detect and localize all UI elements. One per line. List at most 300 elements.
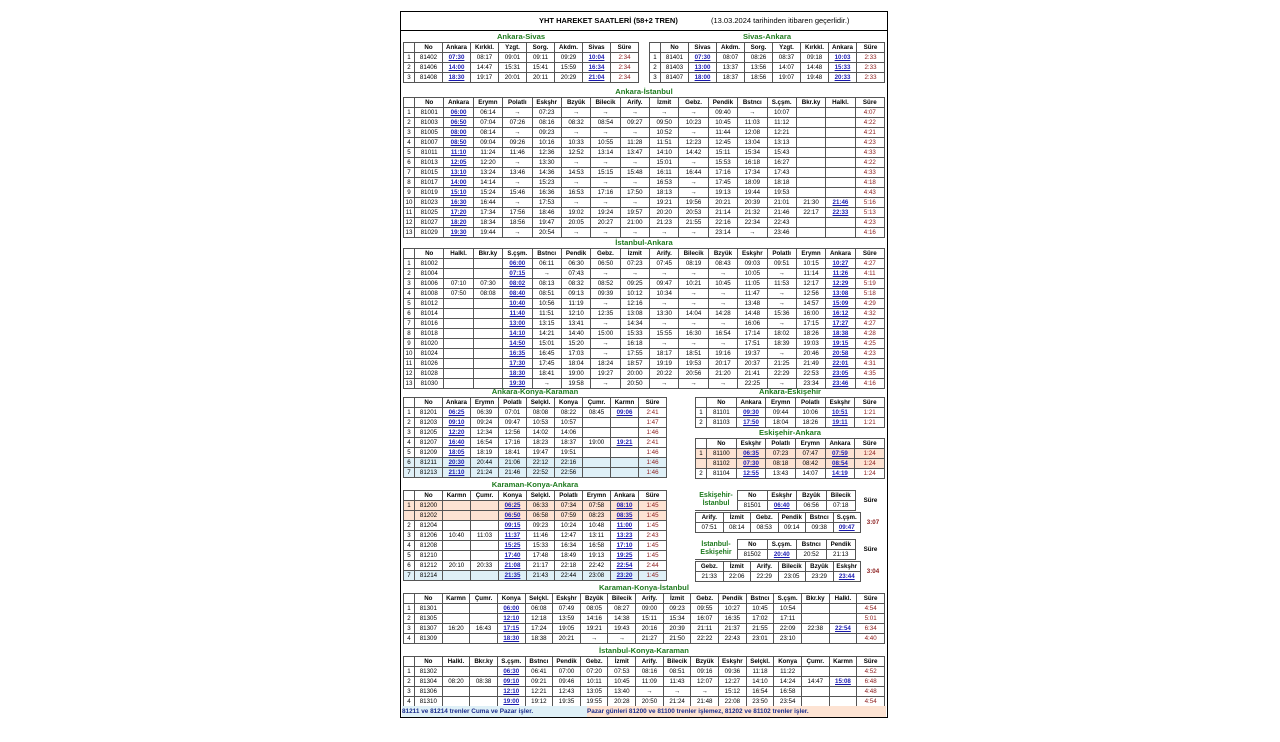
column-header: Halkl.: [442, 657, 470, 667]
time-cell: 16:07: [691, 614, 719, 624]
column-header: Kırkkl.: [471, 43, 499, 53]
duration: 4:23: [855, 218, 884, 228]
section-ankara-konya-karaman: [403, 386, 667, 478]
time-cell: 18:34: [473, 218, 502, 228]
time-cell: →: [532, 379, 561, 389]
time-cell: [471, 551, 499, 561]
time-cell: 23:10: [774, 634, 802, 644]
train-number: 81401: [661, 53, 689, 63]
time-cell: →: [650, 339, 679, 349]
arrival-time: 17:27: [826, 319, 855, 329]
row-index: 1: [404, 408, 415, 418]
time-cell: 07:04: [473, 118, 502, 128]
departure-time: 18:30: [503, 369, 532, 379]
arrival-time: 22:54: [611, 561, 639, 571]
time-cell: 16:35: [719, 614, 747, 624]
ie-arrival-time: 23:44: [833, 572, 861, 582]
time-cell: 13:59: [553, 614, 581, 624]
time-cell: 20:33: [471, 561, 499, 571]
arrival-time: 10:03: [829, 53, 857, 63]
train-number: 81310: [415, 697, 443, 707]
time-cell: →: [679, 319, 708, 329]
time-cell: 16:36: [532, 188, 561, 198]
table-row: [404, 541, 667, 551]
duration: 4:16: [855, 228, 884, 238]
time-cell: [444, 339, 473, 349]
time-cell: 16:34: [555, 541, 583, 551]
row-index: 13: [404, 379, 415, 389]
arrival-time: 10:51: [825, 408, 855, 418]
time-cell: →: [561, 198, 590, 208]
time-cell: [473, 299, 502, 309]
duration: 1:45: [639, 511, 667, 521]
table-row: [650, 73, 885, 83]
row-index: 4: [404, 438, 415, 448]
duration: 4:40: [857, 634, 885, 644]
row-index: 1: [404, 667, 415, 677]
column-header: Bstncı: [525, 657, 553, 667]
time-cell: 14:04: [679, 309, 708, 319]
column-header: Eskşhr: [738, 249, 767, 259]
ei-col2-4: Bstncı: [806, 513, 834, 523]
time-cell: 20:37: [738, 359, 767, 369]
table-row: [404, 53, 639, 63]
table-row: [404, 128, 885, 138]
time-cell: 19:51: [555, 448, 583, 458]
arrival-time: 12:29: [826, 279, 855, 289]
time-cell: [442, 614, 470, 624]
time-cell: 11:53: [767, 279, 796, 289]
table-row: [404, 309, 885, 319]
column-header: No: [415, 594, 443, 604]
departure-time: 07:30: [689, 53, 717, 63]
time-cell: 13:48: [738, 299, 767, 309]
column-header: S.çşm.: [767, 98, 796, 108]
time-cell: 19:57: [620, 208, 649, 218]
time-cell: 11:47: [738, 289, 767, 299]
time-cell: [829, 604, 857, 614]
departure-time: 06:25: [443, 408, 471, 418]
time-cell: [470, 634, 498, 644]
time-cell: 06:50: [591, 259, 620, 269]
time-cell: →: [620, 158, 649, 168]
time-cell: 22:16: [555, 458, 583, 468]
column-header: Selçkl.: [525, 594, 553, 604]
row-index: 4: [404, 289, 415, 299]
time-cell: [470, 687, 498, 697]
time-cell: 07:23: [620, 259, 649, 269]
sheet-header: [401, 12, 887, 31]
time-cell: [444, 259, 473, 269]
time-cell: →: [580, 634, 608, 644]
ie-col2-5: Eskşhr: [833, 562, 861, 572]
time-cell: [443, 571, 471, 581]
time-cell: [801, 697, 829, 707]
time-cell: 16:18: [620, 339, 649, 349]
time-cell: 15:36: [767, 309, 796, 319]
departure-time: 10:40: [503, 299, 532, 309]
time-cell: 14:40: [561, 329, 590, 339]
time-cell: 19:27: [591, 369, 620, 379]
row-index: 12: [404, 369, 415, 379]
time-cell: [471, 571, 499, 581]
departure-time: 13:10: [444, 168, 473, 178]
section-istanbul-konya-karaman: [403, 645, 885, 707]
time-cell: 20:44: [471, 458, 499, 468]
time-cell: [826, 168, 855, 178]
time-cell: 16:53: [561, 188, 590, 198]
column-header: No: [415, 43, 443, 53]
time-cell: 21:30: [796, 198, 825, 208]
departure-time: 14:00: [444, 178, 473, 188]
time-cell: [829, 614, 857, 624]
departure-time: 18:30: [443, 73, 471, 83]
column-header: Erymn: [471, 398, 499, 408]
time-cell: 17:48: [527, 551, 555, 561]
row-index: 7: [404, 468, 415, 478]
departure-time: 21:08: [499, 561, 527, 571]
time-cell: [471, 511, 499, 521]
time-cell: 16:54: [471, 438, 499, 448]
time-cell: →: [591, 178, 620, 188]
duration: 5:01: [857, 614, 885, 624]
time-cell: 21:46: [499, 468, 527, 478]
time-cell: 07:47: [795, 449, 825, 459]
column-header: Pendik: [719, 594, 747, 604]
departure-time: 07:30: [736, 459, 766, 469]
train-number: 81026: [415, 359, 444, 369]
time-cell: 14:07: [773, 63, 801, 73]
time-cell: 06:11: [532, 259, 561, 269]
ie-time: 20:52: [797, 550, 827, 560]
duration: 2:44: [639, 561, 667, 571]
train-number: 81002: [415, 259, 444, 269]
time-cell: →: [679, 289, 708, 299]
arrival-time: 17:10: [611, 541, 639, 551]
time-cell: 16:00: [796, 309, 825, 319]
column-header: Süre: [639, 398, 667, 408]
time-cell: 15:53: [708, 158, 737, 168]
arrival-time: 15:33: [829, 63, 857, 73]
time-cell: →: [503, 158, 532, 168]
time-cell: 07:59: [555, 511, 583, 521]
row-index: 3: [650, 73, 661, 83]
time-cell: 15:33: [527, 541, 555, 551]
time-cell: [444, 269, 473, 279]
time-cell: 12:16: [620, 299, 649, 309]
time-cell: 08:51: [532, 289, 561, 299]
row-index: 2: [404, 418, 415, 428]
time-cell: 09:16: [691, 667, 719, 677]
time-cell: 12:21: [525, 687, 553, 697]
time-cell: 13:46: [503, 168, 532, 178]
time-cell: 19:24: [591, 208, 620, 218]
timetable-sheet: [400, 11, 888, 718]
time-cell: 17:02: [746, 614, 774, 624]
table-row: [696, 469, 885, 479]
arrival-time: 16:12: [826, 309, 855, 319]
column-header: Karmn: [443, 491, 471, 501]
time-cell: 08:45: [583, 408, 611, 418]
time-cell: 17:55: [620, 349, 649, 359]
time-cell: [583, 468, 611, 478]
arrival-time: 21:46: [826, 198, 855, 208]
departure-time: 08:02: [503, 279, 532, 289]
time-cell: →: [708, 379, 737, 389]
row-index: 4: [404, 138, 415, 148]
ie-train-no: 81502: [738, 550, 768, 560]
train-number: 81015: [415, 168, 444, 178]
time-cell: 07:53: [608, 667, 636, 677]
train-number: 81103: [707, 418, 737, 428]
time-cell: 08:14: [473, 128, 502, 138]
column-header: [404, 249, 415, 259]
time-cell: 20:21: [708, 198, 737, 208]
time-cell: [473, 269, 502, 279]
time-cell: →: [708, 289, 737, 299]
arrival-time: 19:21: [611, 438, 639, 448]
arrival-time: 18:38: [826, 329, 855, 339]
column-header: İzmit: [663, 594, 691, 604]
time-cell: 14:34: [620, 319, 649, 329]
column-header: Bkr.ky: [801, 594, 829, 604]
time-cell: 23:34: [796, 379, 825, 389]
arrival-time: 08:35: [611, 511, 639, 521]
time-cell: [443, 541, 471, 551]
time-cell: →: [679, 128, 708, 138]
train-number: 81006: [415, 279, 444, 289]
section-title: Ankara-Sivas: [496, 32, 546, 41]
time-cell: 16:44: [679, 168, 708, 178]
row-index: 1: [404, 53, 415, 63]
column-header: Polatlı: [499, 398, 527, 408]
column-header: No: [415, 398, 443, 408]
column-header: İzmit: [620, 249, 649, 259]
time-cell: →: [767, 379, 796, 389]
column-header: Çumr.: [471, 491, 499, 501]
time-cell: 10:27: [719, 604, 747, 614]
column-header: Gebz.: [691, 594, 719, 604]
departure-time: 14:10: [503, 329, 532, 339]
column-header: Konya: [774, 657, 802, 667]
time-cell: →: [691, 687, 719, 697]
time-cell: →: [561, 178, 590, 188]
time-cell: 18:51: [679, 349, 708, 359]
time-cell: 12:34: [471, 428, 499, 438]
row-index: 1: [696, 449, 707, 459]
column-header: No: [415, 249, 444, 259]
time-cell: 10:48: [583, 521, 611, 531]
timetable: [403, 656, 885, 707]
time-cell: [801, 634, 829, 644]
time-cell: 18:04: [561, 359, 590, 369]
time-cell: 21:14: [708, 208, 737, 218]
column-header: Erymn: [583, 491, 611, 501]
time-cell: 18:39: [767, 339, 796, 349]
column-header: Arify.: [650, 249, 679, 259]
time-cell: 23:01: [746, 634, 774, 644]
time-cell: 14:47: [471, 63, 499, 73]
column-header: [404, 43, 415, 53]
time-cell: 15:24: [473, 188, 502, 198]
time-cell: 14:48: [801, 63, 829, 73]
duration: 2:34: [611, 73, 639, 83]
time-cell: 12:21: [767, 128, 796, 138]
train-number: 81017: [415, 178, 444, 188]
time-cell: [611, 428, 639, 438]
time-cell: 19:00: [583, 438, 611, 448]
arrival-time: 07:59: [825, 449, 855, 459]
header-row: [404, 398, 667, 408]
time-cell: 19:03: [796, 339, 825, 349]
column-header: Eskşhr: [532, 98, 561, 108]
time-cell: [442, 697, 470, 707]
duration: 4:18: [855, 178, 884, 188]
time-cell: [796, 148, 825, 158]
table-row: [404, 634, 885, 644]
row-index: [696, 459, 707, 469]
time-cell: 20:27: [591, 218, 620, 228]
time-cell: →: [620, 128, 649, 138]
train-number: 81005: [415, 128, 444, 138]
time-cell: 10:54: [774, 604, 802, 614]
departure-time: 07:15: [503, 269, 532, 279]
time-cell: →: [620, 108, 649, 118]
departure-time: 12:20: [443, 428, 471, 438]
time-cell: 21:20: [708, 369, 737, 379]
time-cell: 18:49: [555, 551, 583, 561]
duration: 4:27: [855, 259, 884, 269]
ie-time: 23:05: [778, 572, 806, 582]
ie-time: 23:29: [806, 572, 834, 582]
time-cell: 20:05: [561, 218, 590, 228]
section-title: İstanbul-Konya-Karaman: [599, 646, 689, 655]
time-cell: 19:48: [801, 73, 829, 83]
departure-time: 11:40: [503, 309, 532, 319]
arrival-time: 19:11: [825, 418, 855, 428]
time-cell: →: [679, 108, 708, 118]
column-header: No: [415, 491, 443, 501]
time-cell: →: [503, 198, 532, 208]
duration: 1:46: [639, 468, 667, 478]
time-cell: →: [591, 269, 620, 279]
table-row: [404, 63, 639, 73]
header-row: [404, 657, 885, 667]
ie-departure-time: 20:40: [767, 550, 797, 560]
column-header: Çumr.: [801, 657, 829, 667]
duration: 1:46: [639, 458, 667, 468]
duration: 4:54: [857, 604, 885, 614]
time-cell: 22:08: [719, 697, 747, 707]
time-cell: 20:01: [499, 73, 527, 83]
duration: 2:41: [639, 408, 667, 418]
time-cell: 09:13: [561, 289, 590, 299]
time-cell: 16:20: [442, 624, 470, 634]
row-index: 2: [404, 677, 415, 687]
time-cell: 08:16: [636, 667, 664, 677]
row-index: 10: [404, 349, 415, 359]
time-cell: →: [591, 349, 620, 359]
column-header: Eskşhr: [553, 594, 581, 604]
time-cell: 21:27: [636, 634, 664, 644]
departure-time: 09:15: [499, 521, 527, 531]
duration: 4:16: [855, 379, 884, 389]
train-number: 81011: [415, 148, 444, 158]
time-cell: 08:42: [795, 459, 825, 469]
time-cell: 19:12: [525, 697, 553, 707]
train-number: 81211: [415, 458, 443, 468]
header-row: [404, 98, 885, 108]
time-cell: 10:23: [679, 118, 708, 128]
train-number: 81205: [415, 428, 443, 438]
section-eskisehir-istanbul: [695, 490, 885, 533]
table-row: [696, 449, 885, 459]
train-number: 81305: [415, 614, 443, 624]
table-row: [404, 188, 885, 198]
column-header: Selçkl.: [527, 398, 555, 408]
time-cell: [473, 319, 502, 329]
ie-col-0: No: [738, 540, 768, 550]
table-row: [404, 289, 885, 299]
column-header: Erymn: [795, 439, 825, 449]
column-header: Polatlı: [766, 439, 796, 449]
departure-time: 19:30: [503, 379, 532, 389]
time-cell: →: [503, 128, 532, 138]
header-row: [404, 249, 885, 259]
departure-time: 06:50: [444, 118, 473, 128]
ei-time: 07:18: [826, 501, 856, 511]
column-header: Ankara: [829, 43, 857, 53]
time-cell: 09:36: [719, 667, 747, 677]
duration: 1:46: [639, 428, 667, 438]
train-number: 81407: [661, 73, 689, 83]
time-cell: 08:17: [471, 53, 499, 63]
time-cell: [442, 634, 470, 644]
time-cell: 20:17: [708, 359, 737, 369]
train-number: 81201: [415, 408, 443, 418]
row-index: 8: [404, 178, 415, 188]
train-number: 81101: [707, 408, 737, 418]
time-cell: [442, 667, 470, 677]
train-number: 81206: [415, 531, 443, 541]
time-cell: 16:27: [767, 158, 796, 168]
time-cell: 12:45: [708, 138, 737, 148]
time-cell: 10:56: [532, 299, 561, 309]
ie-time: 21:13: [826, 550, 856, 560]
time-cell: →: [561, 128, 590, 138]
time-cell: 09:26: [503, 138, 532, 148]
duration: 4:43: [855, 188, 884, 198]
departure-time: 17:20: [444, 208, 473, 218]
row-index: 5: [404, 551, 415, 561]
duration: 1:21: [855, 408, 885, 418]
train-number: 81020: [415, 339, 444, 349]
time-cell: 09:39: [591, 289, 620, 299]
train-number: 81209: [415, 448, 443, 458]
column-header: Süre: [857, 594, 885, 604]
time-cell: 07:30: [473, 279, 502, 289]
ie-col-1: S.çşm.: [767, 540, 797, 550]
row-index: 10: [404, 198, 415, 208]
duration: 5:19: [855, 279, 884, 289]
duration: 4:31: [855, 359, 884, 369]
time-cell: 12:10: [561, 309, 590, 319]
time-cell: 07:01: [499, 408, 527, 418]
time-cell: [611, 418, 639, 428]
time-cell: 15:48: [620, 168, 649, 178]
ei-col-1: Eskşhr: [767, 491, 797, 501]
time-cell: 14:36: [532, 168, 561, 178]
